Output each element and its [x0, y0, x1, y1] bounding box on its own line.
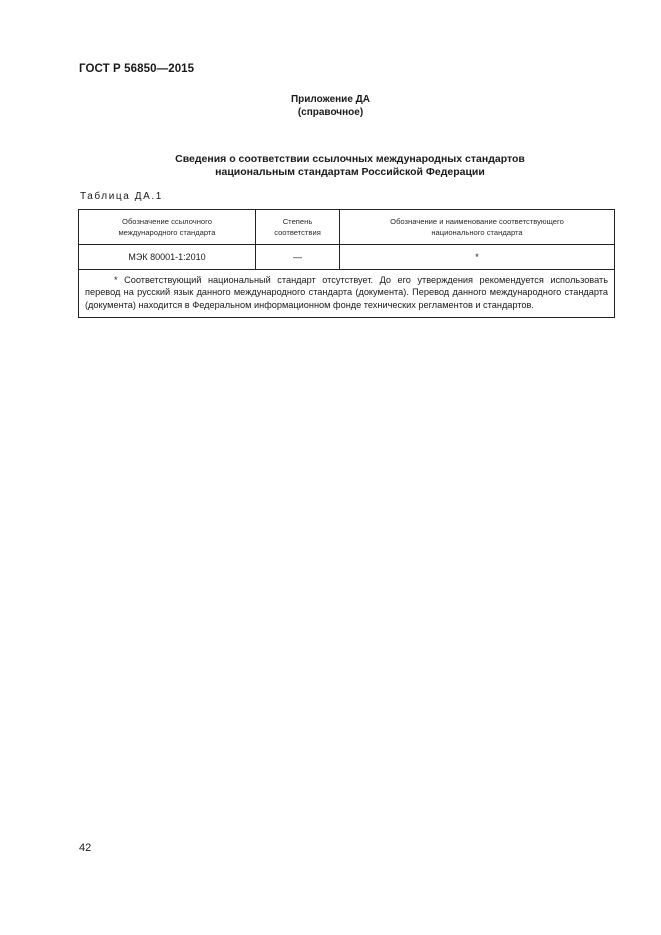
table-footnote: * Соответствующий национальный стандарт отсутствует. До его утверждения рекомендуется использовать перевод на русский язык данного международного стандарта (документа). Перевод данного международного стандарта (документа) находится в Федеральном информационном фонде технических регламентов и стандартов. — [85, 275, 608, 310]
table-footnote-cell — [79, 270, 615, 318]
table-footnote-row — [79, 270, 615, 318]
cell-reference-standard: МЭК 80001-1:2010 — [79, 245, 256, 270]
section-title — [0, 153, 661, 179]
section-title-line2: национальным стандартам Российской Федерации — [215, 166, 485, 178]
correspondence-table — [78, 209, 615, 318]
cell-national-standard: * — [340, 245, 615, 270]
cell-degree: — — [256, 245, 340, 270]
appendix-subtitle: (справочное) — [297, 106, 364, 118]
appendix-title: Приложение ДА — [290, 94, 371, 105]
header-reference-standard: Обозначение ссылочного международного стандарта — [79, 210, 256, 245]
table-header-row — [79, 210, 615, 245]
header-national-standard: Обозначение и наименование соответствующего национального стандарта — [340, 210, 615, 245]
table-label: Таблица ДА.1 — [80, 191, 163, 202]
appendix-heading — [0, 94, 661, 119]
document-code: ГОСТ Р 56850—2015 — [79, 63, 195, 75]
section-title-line1: Сведения о соответствии ссылочных международных стандартов — [175, 153, 525, 165]
header-degree: Степень соответствия — [256, 210, 340, 245]
table-row — [79, 245, 615, 270]
page-number: 42 — [79, 842, 92, 854]
